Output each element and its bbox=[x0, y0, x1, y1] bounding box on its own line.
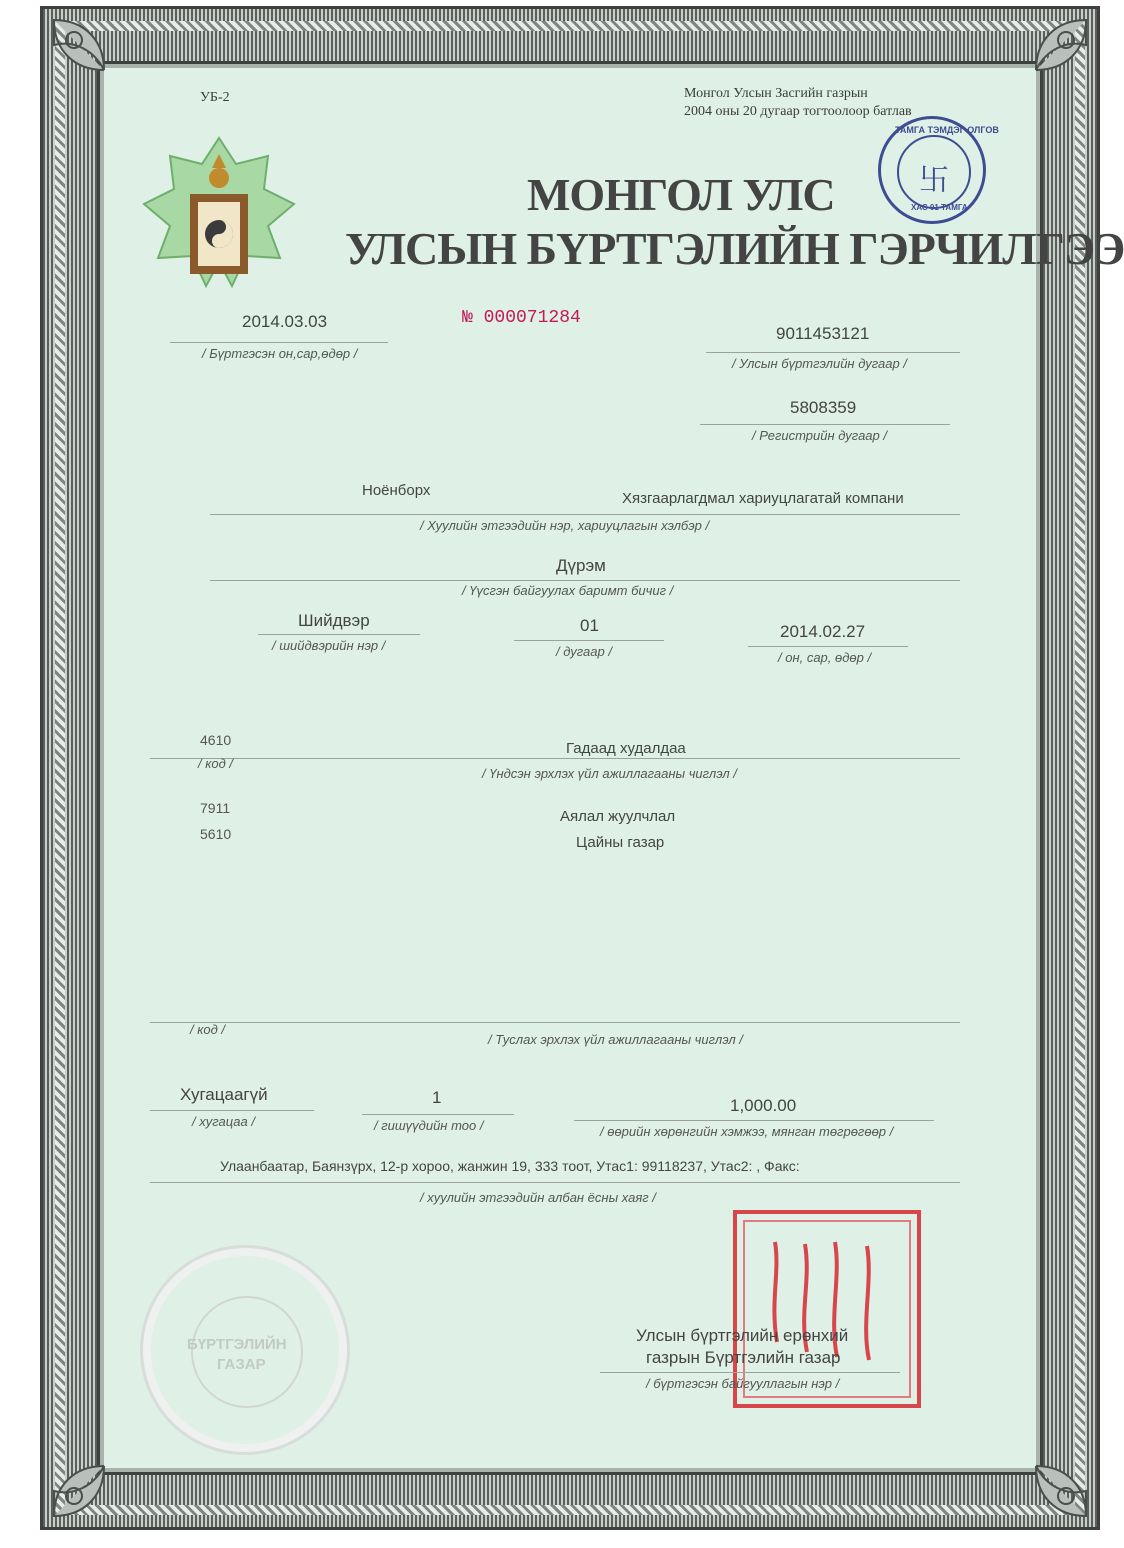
decision-name-caption: / шийдвэрийн нэр / bbox=[272, 638, 386, 653]
corner-ornament-icon bbox=[1004, 10, 1096, 102]
address-value: Улаанбаатар, Баянзүрх, 12-р хороо, жанжин 19, 333 тоот, Утас1: 99118237, Утас2: , Факс: bbox=[220, 1158, 800, 1174]
decision-date-caption: / он, сар, өдөр / bbox=[778, 650, 872, 665]
term-caption: / хугацаа / bbox=[192, 1114, 255, 1129]
certificate-number: № 000071284 bbox=[462, 308, 581, 328]
issuer-round-stamp bbox=[878, 116, 999, 224]
corner-ornament-icon bbox=[44, 10, 136, 102]
title-country: МОНГОЛ УЛС bbox=[527, 169, 835, 220]
stamp-bottom-text: ХАС 01 ТАМГА bbox=[911, 203, 968, 212]
capital-value: 1,000.00 bbox=[730, 1096, 797, 1115]
members-value: 1 bbox=[432, 1088, 442, 1107]
main-activity-code-caption: / код / bbox=[198, 756, 234, 771]
decision-name-value: Шийдвэр bbox=[298, 611, 370, 630]
registrar-line-2: газрын Бүртгэлийн газар bbox=[646, 1348, 841, 1367]
other-activity-code: 7911 bbox=[200, 800, 231, 816]
other-activity-name: Аялал жуулчлал bbox=[560, 808, 676, 825]
members-caption: / гишүүдийн тоо / bbox=[374, 1118, 484, 1133]
address-caption: / хуулийн этгээдийн албан ёсны хаяг / bbox=[420, 1190, 656, 1205]
embossed-seal bbox=[140, 1245, 350, 1455]
founding-doc-caption: / Үүсгэн байгуулах баримт бичиг / bbox=[462, 583, 674, 598]
entity-name-value: Ноёнборх bbox=[362, 482, 431, 499]
other-activity-code: 5610 bbox=[200, 826, 232, 842]
decision-no-value: 01 bbox=[580, 616, 599, 635]
form-code: УБ-2 bbox=[200, 90, 230, 105]
state-reg-no-caption: / Улсын бүртгэлийн дугаар / bbox=[732, 356, 907, 371]
register-no-value: 5808359 bbox=[790, 398, 857, 417]
soyombo-emblem-icon bbox=[140, 134, 298, 292]
aux-activity-caption: / Туслах эрхлэх үйл ажиллагааны чиглэл / bbox=[488, 1032, 743, 1047]
approval-line-1: Монгол Улсын Засгийн газрын bbox=[684, 86, 868, 101]
reg-date-value: 2014.03.03 bbox=[242, 312, 328, 331]
entity-name-caption: / Хуулийн этгээдийн нэр, хариуцлагын хэлбэр / bbox=[420, 518, 710, 533]
reg-date-caption: / Бүртгэсэн он,сар,өдөр / bbox=[202, 346, 358, 361]
decision-date-value: 2014.02.27 bbox=[780, 622, 866, 641]
term-value: Хугацаагүй bbox=[180, 1085, 268, 1104]
emboss-seal-line-2: ГАЗАР bbox=[217, 1356, 266, 1373]
aux-activity-code-caption: / код / bbox=[190, 1022, 226, 1037]
main-activity-caption: / Үндсэн эрхлэх үйл ажиллагааны чиглэл / bbox=[482, 766, 737, 781]
main-activity-name: Гадаад худалдаа bbox=[566, 740, 686, 757]
approval-line-2: 2004 оны 20 дугаар тогтоолоор батлав bbox=[684, 104, 912, 119]
corner-ornament-icon bbox=[44, 1434, 136, 1526]
swastika-emblem-icon: 卐 bbox=[919, 164, 949, 197]
registrar-caption: / бүртгэсэн байгууллагын нэр / bbox=[646, 1376, 840, 1391]
stamp-ring-text: ТАМГА ТЭМДЭГ ОЛГОВ bbox=[895, 125, 999, 135]
founding-doc-value: Дүрэм bbox=[556, 556, 606, 575]
corner-ornament-icon bbox=[1004, 1434, 1096, 1526]
decision-no-caption: / дугаар / bbox=[556, 644, 612, 659]
other-activity-name: Цайны газар bbox=[576, 834, 665, 851]
emboss-seal-line-1: БҮРТГЭЛИЙН bbox=[187, 1336, 287, 1353]
title-certificate: УЛСЫН БҮРТГЭЛИЙН ГЭРЧИЛГЭЭ bbox=[345, 223, 1124, 274]
capital-caption: / өөрийн хөрөнгийн хэмжээ, мянган төгрөгөөр / bbox=[600, 1124, 894, 1139]
main-activity-code: 4610 bbox=[200, 732, 232, 748]
register-no-caption: / Регистрийн дугаар / bbox=[752, 428, 887, 443]
state-reg-no-value: 9011453121 bbox=[776, 324, 870, 343]
registrar-line-1: Улсын бүртгэлийн ерөнхий bbox=[636, 1326, 849, 1345]
entity-form-value: Хязгаарлагдмал хариуцлагатай компани bbox=[622, 490, 904, 507]
